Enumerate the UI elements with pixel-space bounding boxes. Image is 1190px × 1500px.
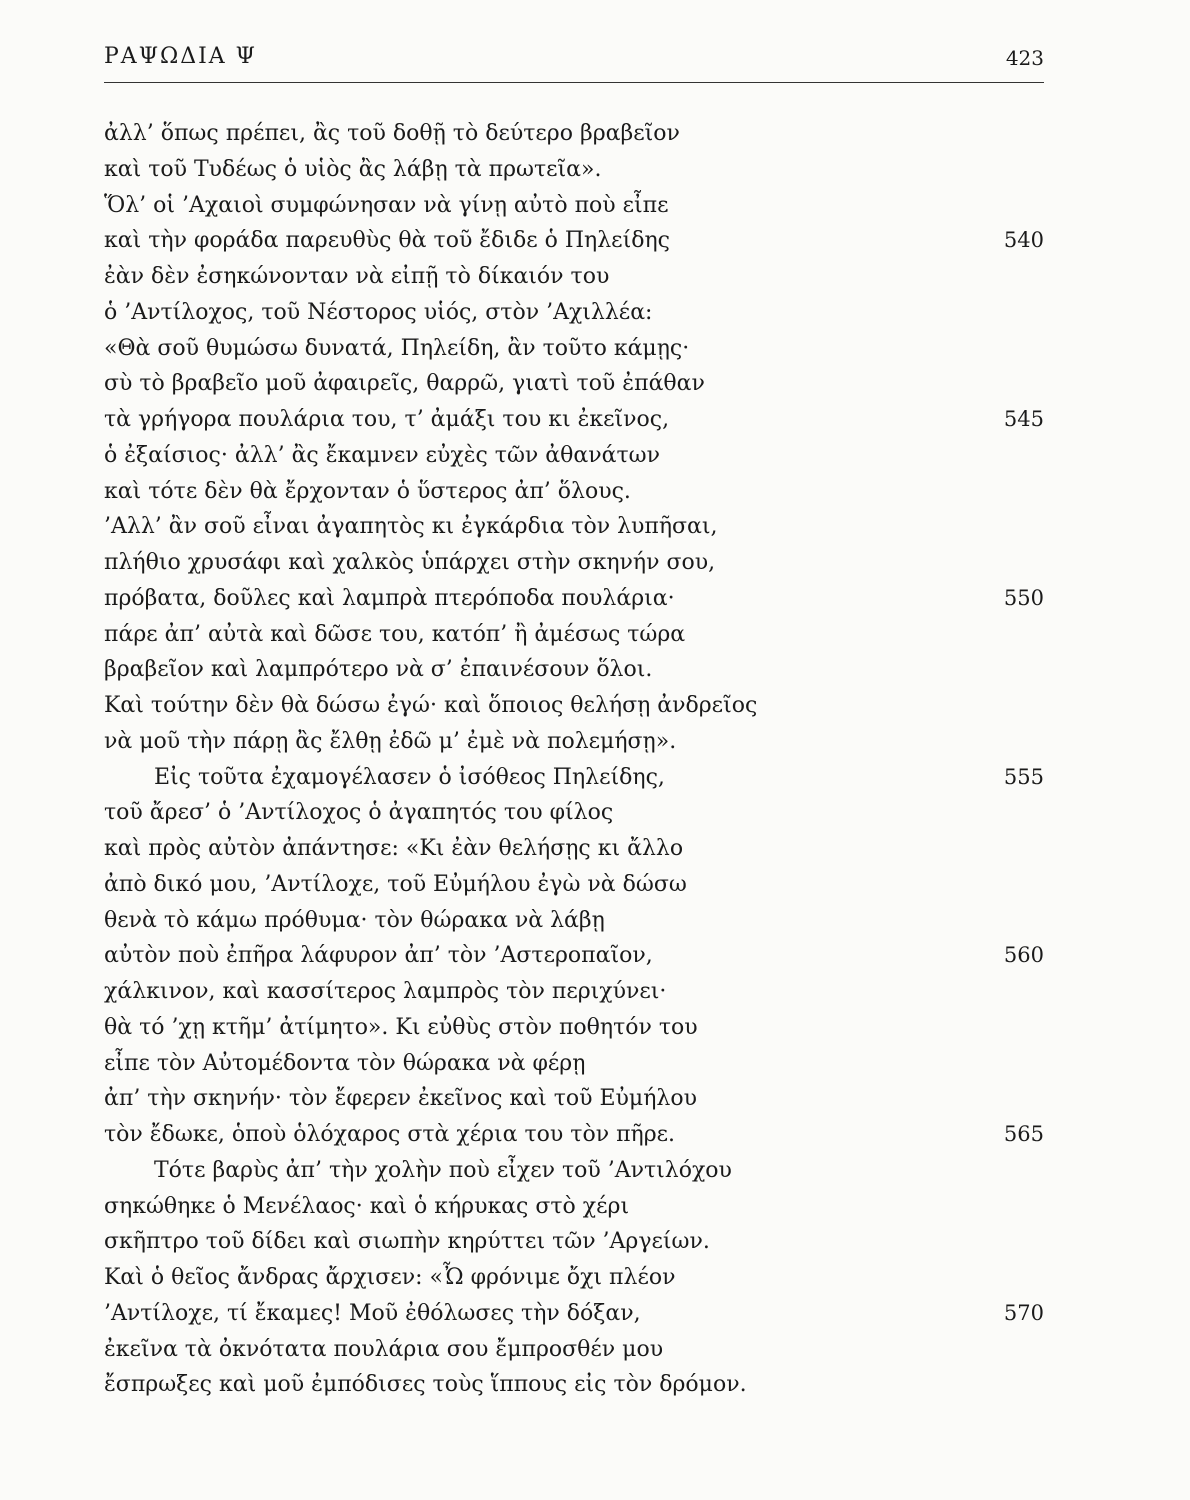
header-rule: [104, 82, 1044, 83]
verse-line-text: σκῆπτρο τοῦ δίδει καὶ σιωπὴν κηρύττει τῶν ’Αργείων.: [104, 1229, 710, 1255]
verse-line-text: σηκώθηκε ὁ Μενέλαος· καὶ ὁ κήρυκας στὸ χέρι: [104, 1193, 630, 1219]
verse-line-text: θενὰ τὸ κάμω πρόθυμα· τὸν θώρακα νὰ λάβῃ: [104, 907, 605, 933]
verse-line: [104, 617, 1044, 653]
verse-line: [104, 867, 1044, 903]
verse-line-text: ἐκεῖνα τὰ ὀκνότατα πουλάρια σου ἔμπροσθέν μου: [104, 1336, 664, 1362]
verse-line: [104, 331, 1044, 367]
verse-line: [104, 438, 1044, 474]
verse-line-text: ἀπ’ τὴν σκηνήν· τὸν ἔφερεν ἐκεῖνος καὶ τοῦ Εὐμήλου: [104, 1086, 697, 1112]
line-number: 550: [1003, 585, 1044, 610]
verse-line: [104, 1332, 1044, 1368]
running-head-title: ΡΑΨΩΔΙΑ Ψ: [104, 44, 257, 69]
verse-line: [104, 688, 1044, 724]
verse-line-text: πλήθιο χρυσάφι καὶ χαλκὸς ὑπάρχει στὴν σκηνήν σου,: [104, 550, 716, 575]
verse-line-text: πρόβατα, δοῦλες καὶ λαμπρὰ πτερόποδα πουλάρια·: [104, 585, 675, 611]
verse-line: [104, 295, 1044, 331]
verse-line-text: θὰ τό ’χῃ κτῆμ’ ἀτίμητο». Κι εὐθὺς στὸν ποθητόν του: [104, 1014, 698, 1040]
line-number: 555: [1003, 764, 1044, 789]
verse-line-text: καὶ τὴν φοράδα παρευθὺς θὰ τοῦ ἔδιδε ὁ Πηλείδης: [104, 228, 670, 254]
verse-line: [104, 831, 1044, 867]
verse-line: [104, 581, 1044, 617]
line-number: 545: [1003, 407, 1044, 431]
verse-line: [104, 1296, 1044, 1332]
verse-line: [104, 1367, 1044, 1403]
verse-line: [104, 652, 1044, 688]
verse-line-text: Ὅλ’ οἱ ’Αχαιοὶ συμφώνησαν νὰ γίνῃ αὐτὸ ποὺ εἶπε: [104, 192, 669, 218]
verse-line-text: τὸν ἔδωκε, ὁποὺ ὁλόχαρος στὰ χέρια του τὸν πῆρε.: [104, 1122, 676, 1147]
verse-line-text: καὶ πρὸς αὐτὸν ἀπάντησε: «Κι ἐὰν θελήσῃς κι ἄλλο: [104, 836, 684, 861]
verse-line: [104, 974, 1044, 1010]
verse-line-text: καὶ τοῦ Τυδέως ὁ υἱὸς ἂς λάβῃ τὰ πρωτεῖα».: [104, 156, 602, 182]
page-number: 423: [1005, 46, 1044, 70]
verse-line: [104, 724, 1044, 760]
verse-line-text: Εἰς τοῦτα ἐχαμογέλασεν ὁ ἰσόθεος Πηλείδης,: [154, 764, 665, 790]
verse-line-text: Καὶ τούτην δὲν θὰ δώσω ἐγώ· καὶ ὅποιος θελήσῃ ἀνδρεῖος: [104, 693, 758, 718]
verse-line-text: ὁ ἐξαίσιος· ἀλλ’ ἂς ἔκαμνεν εὐχὲς τῶν ἀθανάτων: [104, 442, 660, 468]
verse-line-text: τοῦ ἄρεσ’ ὁ ’Αντίλοχος ὁ ἀγαπητός του φίλος: [104, 800, 614, 826]
verse-line-text: βραβεῖον καὶ λαμπρότερο νὰ σ’ ἐπαινέσουν ὅλοι.: [104, 657, 653, 683]
verse-line-text: αὐτὸν ποὺ ἐπῆρα λάφυρον ἀπ’ τὸν ’Αστεροπαῖον,: [104, 943, 653, 969]
verse-line-text: πάρε ἀπ’ αὐτὰ καὶ δῶσε του, κατόπ’ ἢ ἀμέσως τώρα: [104, 621, 686, 647]
verse-line-text: ’Αντίλοχε, τί ἔκαμες! Μοῦ ἐθόλωσες τὴν δόξαν,: [104, 1300, 641, 1326]
line-number: 560: [1003, 943, 1044, 968]
line-number: 570: [1003, 1300, 1044, 1325]
line-number: 540: [1003, 228, 1044, 253]
verse-line: [104, 1189, 1044, 1225]
verse-line: [104, 1153, 1044, 1189]
verse-line: [104, 402, 1044, 438]
verse-line: [104, 366, 1044, 402]
verse-line-text: ἔσπρωξες καὶ μοῦ ἐμπόδισες τοὺς ἵππους εἰς τὸν δρόμον.: [104, 1372, 747, 1398]
verse-line: [104, 1046, 1044, 1082]
verse-line: [104, 474, 1044, 510]
verse-line-text: χάλκινον, καὶ κασσίτερος λαμπρὸς τὸν περιχύνει·: [104, 979, 667, 1004]
verse-line: [104, 795, 1044, 831]
verse-line-text: τὰ γρήγορα πουλάρια του, τ’ ἀμάξι του κι ἐκεῖνος,: [104, 407, 670, 432]
verse-line: [104, 259, 1044, 295]
verse-line: [104, 1117, 1044, 1153]
verse-line: [104, 152, 1044, 188]
verse-line: [104, 545, 1044, 581]
verse-line: [104, 938, 1044, 974]
verse-line-text: «Θὰ σοῦ θυμώσω δυνατά, Πηλείδη, ἂν τοῦτο κάμῃς·: [104, 335, 690, 361]
verse-line-text: Καὶ ὁ θεῖος ἄνδρας ἄρχισεν: «Ὦ φρόνιμε ὄχι πλέον: [104, 1265, 676, 1290]
verse-line-text: εἶπε τὸν Αὐτομέδοντα τὸν θώρακα νὰ φέρῃ: [104, 1050, 586, 1076]
verse-line: [104, 188, 1044, 224]
verse-line: [104, 509, 1044, 545]
verse-line-text: ’Αλλ’ ἂν σοῦ εἶναι ἀγαπητὸς κι ἐγκάρδια τὸν λυπῆσαι,: [104, 514, 718, 540]
verse-line-text: σὺ τὸ βραβεῖο μοῦ ἀφαιρεῖς, θαρρῶ, γιατὶ τοῦ ἐπάθαν: [104, 371, 705, 397]
verse-line-text: νὰ μοῦ τὴν πάρῃ ἂς ἔλθῃ ἐδῶ μ’ ἐμὲ νὰ πολεμήσῃ».: [104, 728, 677, 754]
verse-line-text: ἀπὸ δικό μου, ’Αντίλοχε, τοῦ Εὐμήλου ἐγὼ νὰ δώσω: [104, 871, 687, 897]
verse-line: [104, 1260, 1044, 1296]
verse-line: [104, 1081, 1044, 1117]
verse-line-text: ἐὰν δὲν ἐσηκώνονταν νὰ εἰπῇ τὸ δίκαιόν του: [104, 264, 610, 289]
verse-line: [104, 223, 1044, 259]
verse-line-text: καὶ τότε δὲν θὰ ἔρχονταν ὁ ὕστερος ἀπ’ ὅλους.: [104, 478, 631, 504]
verse-line: [104, 1224, 1044, 1260]
verse-text: [104, 116, 1044, 1403]
verse-line: [104, 760, 1044, 796]
verse-line: [104, 1010, 1044, 1046]
line-number: 565: [1003, 1122, 1044, 1146]
running-head: [104, 44, 1044, 76]
verse-line: [104, 116, 1044, 152]
verse-line: [104, 903, 1044, 939]
verse-line-text: ἀλλ’ ὅπως πρέπει, ἂς τοῦ δοθῇ τὸ δεύτερο βραβεῖον: [104, 121, 680, 146]
verse-line-text: ὁ ’Αντίλοχος, τοῦ Νέστορος υἱός, στὸν ’Αχιλλέα:: [104, 299, 653, 325]
verse-line-text: Τότε βαρὺς ἀπ’ τὴν χολὴν ποὺ εἶχεν τοῦ ’Αντιλόχου: [154, 1157, 732, 1183]
